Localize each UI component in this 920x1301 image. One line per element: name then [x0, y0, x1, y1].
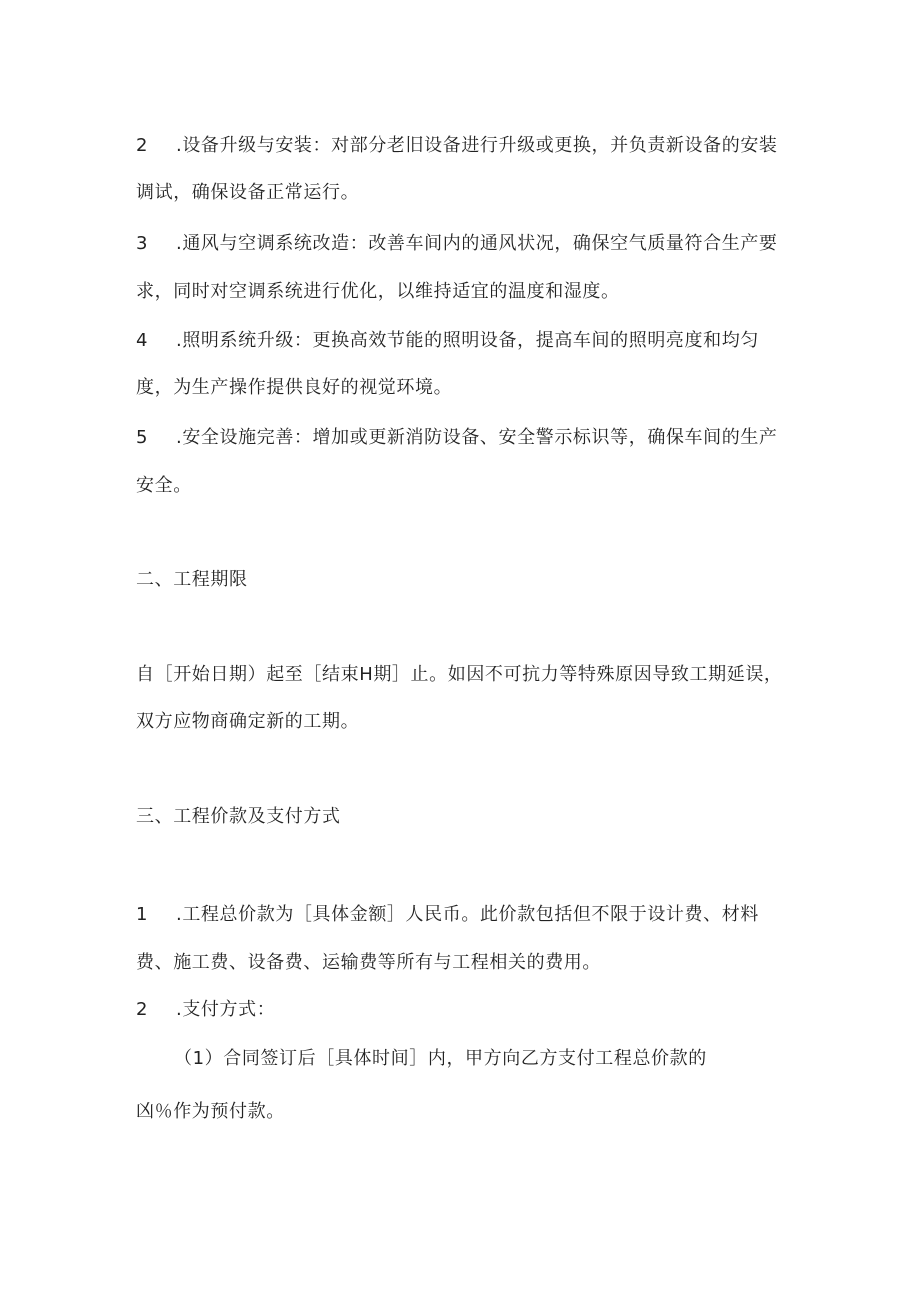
- payment-sub-1-line-1: （1）合同签订后［具体时间］内，甲方向乙方支付工程总价款的: [174, 1048, 707, 1069]
- section-heading-payment: 三、工程价款及支付方式: [136, 806, 341, 827]
- item-4-line-1: [136, 329, 759, 353]
- item-text: .工程总价款为［具体金额］人民币。此价款包括但不限于设计费、材料: [176, 904, 759, 925]
- item-text: .安全设施完善：增加或更新消防设备、安全警示标识等，确保车间的生产: [176, 427, 778, 448]
- item-5-line-2: 安全。: [136, 475, 192, 496]
- section-heading-schedule: 二、工程期限: [136, 569, 248, 590]
- payment-item-2-line-1: [136, 998, 275, 1022]
- item-number: 1: [136, 904, 149, 925]
- item-3-line-1: [136, 232, 778, 256]
- item-number: 4: [136, 330, 149, 351]
- item-3-line-2: 求，同时对空调系统进行优化，以维持适宜的温度和湿度。: [136, 281, 620, 302]
- item-number: 2: [136, 999, 149, 1020]
- item-5-line-1: [136, 426, 778, 450]
- item-text: .照明系统升级：更换高效节能的照明设备，提高车间的照明亮度和均匀: [176, 330, 759, 351]
- item-number: 5: [136, 427, 149, 448]
- item-text: .设备升级与安装：对部分老旧设备进行升级或更换，并负责新设备的安装: [176, 135, 778, 156]
- item-text: .支付方式：: [176, 999, 276, 1020]
- item-text: .通风与空调系统改造：改善车间内的通风状况，确保空气质量符合生产要: [176, 233, 778, 254]
- item-2-line-1: [136, 134, 778, 158]
- payment-sub-1-line-2: 凶％作为预付款。: [136, 1101, 285, 1122]
- payment-item-1-line-2: 费、施工费、设备费、运输费等所有与工程相关的费用。: [136, 952, 601, 973]
- item-2-line-2: 调试，确保设备正常运行。: [136, 182, 360, 203]
- item-number: 3: [136, 233, 149, 254]
- item-4-line-2: 度，为生产操作提供良好的视觉环境。: [136, 377, 453, 398]
- schedule-paragraph-line-1: 自［开始日期）起至［结束H期］止。如因不可抗力等特殊原因导致工期延误，: [136, 664, 783, 685]
- payment-item-1-line-1: [136, 903, 759, 927]
- item-number: 2: [136, 135, 149, 156]
- schedule-paragraph-line-2: 双方应物商确定新的工期。: [136, 711, 360, 732]
